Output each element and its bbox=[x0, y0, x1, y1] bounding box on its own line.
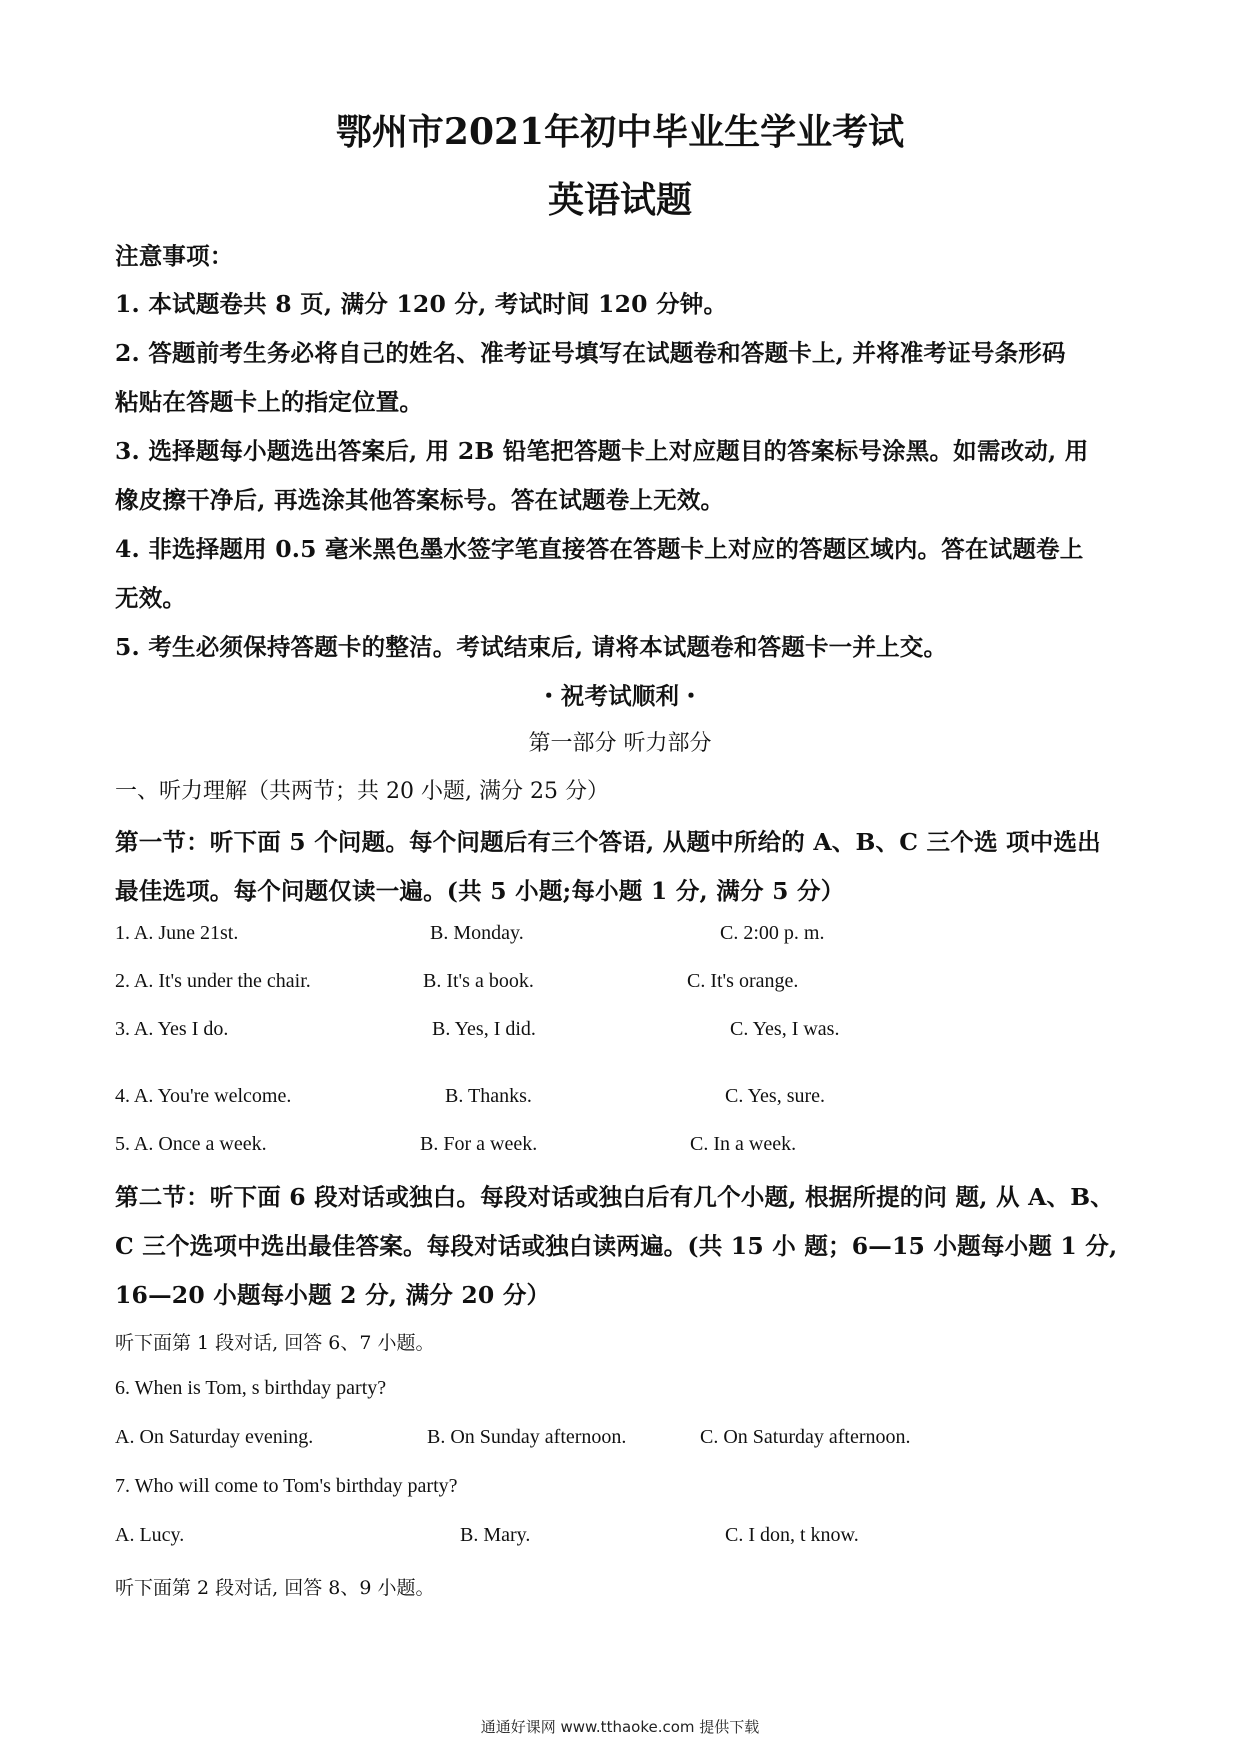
option-a: 5. A. Once a week. bbox=[115, 1133, 267, 1155]
notice-item-5: 5. 考生必须保持答题卡的整洁。考试结束后, 请将本试题卷和答题卡一并上交。 bbox=[115, 633, 948, 661]
notice-item-1: 1. 本试题卷共 8 页, 满分 120 分, 考试时间 120 分钟。 bbox=[115, 290, 728, 318]
question-3 bbox=[115, 1018, 1135, 1048]
option-c: C. I don, t know. bbox=[725, 1524, 859, 1546]
option-c: C. Yes, sure. bbox=[725, 1085, 826, 1107]
option-b: B. Monday. bbox=[430, 922, 524, 944]
option-a: A. Lucy. bbox=[115, 1524, 185, 1546]
option-a: 3. A. Yes I do. bbox=[115, 1018, 229, 1040]
option-a: A. On Saturday evening. bbox=[115, 1426, 314, 1448]
notice-item-4: 4. 非选择题用 0.5 毫米黑色墨水签字笔直接答在答题卡上对应的答题区域内。答在试题卷上 bbox=[115, 535, 1084, 563]
question-5 bbox=[115, 1133, 1135, 1163]
question-2 bbox=[115, 970, 1135, 1000]
notice-item-2: 2. 答题前考生务必将自己的姓名、准考证号填写在试题卷和答题卡上, 并将准考证号条形码 bbox=[115, 339, 1066, 367]
question-7-text: 7. Who will come to Tom's birthday party? bbox=[115, 1475, 458, 1497]
part-one-heading: 第一部分 听力部分 bbox=[528, 731, 712, 756]
section1-instructions-cont: 最佳选项。每个问题仅读一遍。(共 5 小题;每小题 1 分, 满分 5 分） bbox=[115, 877, 845, 905]
exam-title: 鄂州市2021年初中毕业生学业考试 bbox=[335, 111, 905, 153]
option-a: 2. A. It's under the chair. bbox=[115, 970, 311, 992]
section2-instructions: 第二节：听下面 6 段对话或独白。每段对话或独白后有几个小题, 根据所提的问 题, 从 A、B、 bbox=[115, 1183, 1114, 1211]
dialog-1-instruction: 听下面第 1 段对话, 回答 6、7 小题。 bbox=[115, 1332, 435, 1354]
notice-heading: 注意事项： bbox=[115, 242, 234, 270]
section2-instructions-cont2: 16—20 小题每小题 2 分, 满分 20 分） bbox=[115, 1281, 551, 1309]
question-6-text: 6. When is Tom, s birthday party? bbox=[115, 1377, 387, 1399]
notice-item-3-cont: 橡皮擦干净后, 再选涂其他答案标号。答在试题卷上无效。 bbox=[115, 486, 725, 514]
wish-text: ・祝考试顺利・ bbox=[537, 682, 703, 710]
notice-item-4-cont: 无效。 bbox=[115, 584, 187, 612]
option-b: B. Yes, I did. bbox=[432, 1018, 536, 1040]
footer-watermark: 通通好课网 www.tthaoke.com 提供下载 bbox=[480, 1718, 760, 1736]
option-c: C. Yes, I was. bbox=[730, 1018, 840, 1040]
question-7-options bbox=[115, 1524, 1135, 1554]
option-c: C. In a week. bbox=[690, 1133, 797, 1155]
section1-instructions: 第一节：听下面 5 个问题。每个问题后有三个答语, 从题中所给的 A、B、C 三个选 项中选出 bbox=[115, 828, 1101, 856]
option-b: B. For a week. bbox=[420, 1133, 538, 1155]
option-a: 1. A. June 21st. bbox=[115, 922, 239, 944]
exam-subtitle: 英语试题 bbox=[547, 179, 692, 221]
option-c: C. 2:00 p. m. bbox=[720, 922, 825, 944]
option-c: C. It's orange. bbox=[687, 970, 799, 992]
option-b: B. On Sunday afternoon. bbox=[427, 1426, 627, 1448]
question-1 bbox=[115, 922, 1135, 952]
option-b: B. It's a book. bbox=[423, 970, 534, 992]
notice-item-2-cont: 粘贴在答题卡上的指定位置。 bbox=[115, 388, 424, 416]
section-heading: 一、听力理解（共两节；共 20 小题, 满分 25 分） bbox=[115, 779, 609, 804]
question-6-options bbox=[115, 1426, 1135, 1456]
option-b: B. Thanks. bbox=[445, 1085, 532, 1107]
option-c: C. On Saturday afternoon. bbox=[700, 1426, 911, 1448]
question-4 bbox=[115, 1085, 1135, 1115]
option-b: B. Mary. bbox=[460, 1524, 531, 1546]
dialog-2-instruction: 听下面第 2 段对话, 回答 8、9 小题。 bbox=[115, 1577, 435, 1599]
notice-item-3: 3. 选择题每小题选出答案后, 用 2B 铅笔把答题卡上对应题目的答案标号涂黑。如需改动, 用 bbox=[115, 437, 1089, 465]
section2-instructions-cont: C 三个选项中选出最佳答案。每段对话或独白读两遍。(共 15 小 题；6—15 小题每小题 1 分, bbox=[115, 1232, 1118, 1260]
option-a: 4. A. You're welcome. bbox=[115, 1085, 292, 1107]
